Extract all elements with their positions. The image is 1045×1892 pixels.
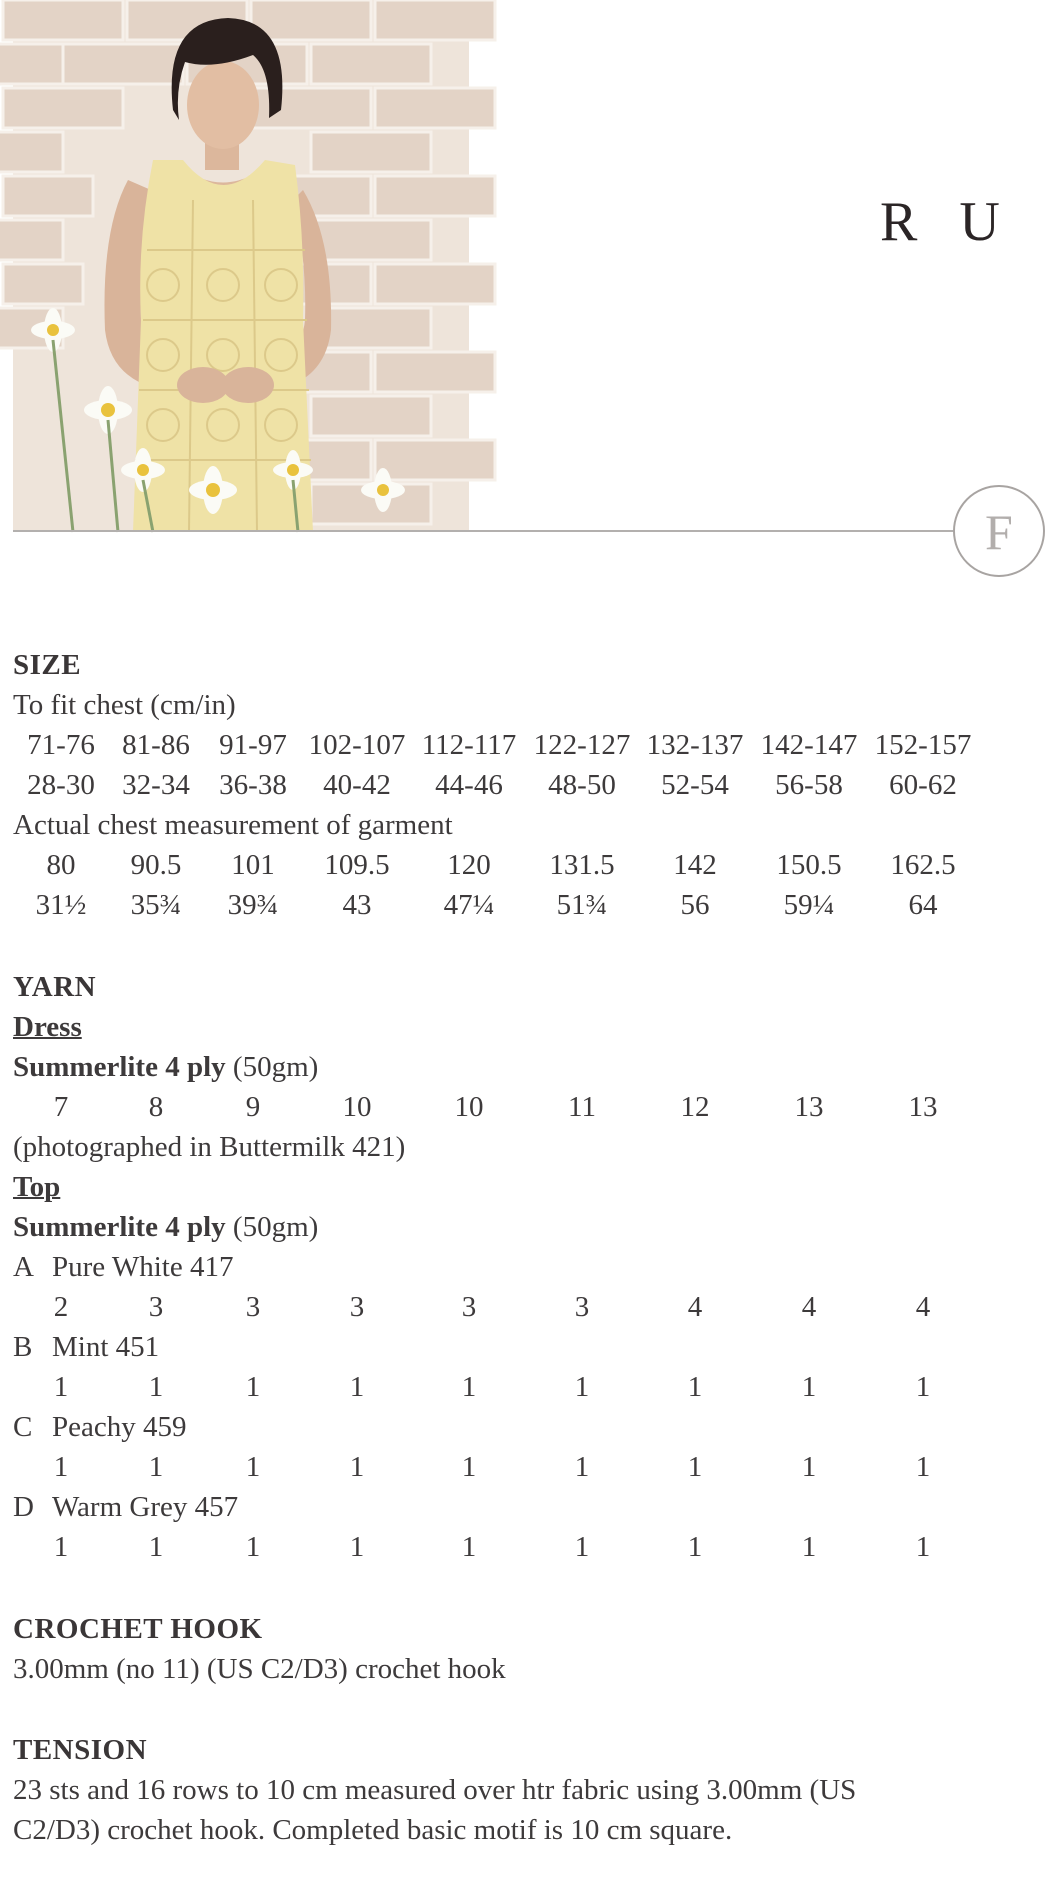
table-cell: 13 xyxy=(794,1091,824,1123)
table-cell: 1 xyxy=(915,1451,931,1483)
table-cell: 59¼ xyxy=(783,889,835,921)
colour-letter: D xyxy=(13,1491,34,1523)
hook-text: 3.00mm (no 11) (US C2/D3) crochet hook xyxy=(13,1653,506,1685)
table-cell: 1 xyxy=(148,1371,164,1403)
colour-d-quantities-row xyxy=(13,1530,993,1564)
table-cell: 120 xyxy=(447,849,491,881)
table-cell: 1 xyxy=(687,1371,703,1403)
size-heading: SIZE xyxy=(13,649,82,681)
colour-name: Mint 451 xyxy=(52,1331,160,1363)
table-cell: 11 xyxy=(568,1091,596,1123)
table-cell: 2 xyxy=(53,1291,69,1323)
photographed-note: (photographed in Buttermilk 421) xyxy=(13,1131,406,1163)
colour-name: Warm Grey 457 xyxy=(52,1491,239,1523)
table-cell: 48-50 xyxy=(548,769,616,801)
table-cell: 1 xyxy=(687,1451,703,1483)
table-cell: 1 xyxy=(461,1451,477,1483)
top-yarn-name: Summerlite 4 ply xyxy=(13,1211,226,1243)
table-cell: 1 xyxy=(53,1371,69,1403)
table-cell: 28-30 xyxy=(27,769,95,801)
table-cell: 64 xyxy=(908,889,938,921)
dress-yarn-line xyxy=(13,1050,318,1084)
actual-cm-row xyxy=(13,848,993,882)
table-cell: 44-46 xyxy=(435,769,503,801)
table-cell: 112-117 xyxy=(421,729,517,761)
pattern-title: R U xyxy=(880,191,1014,253)
table-cell: 4 xyxy=(687,1291,703,1323)
model-photo xyxy=(13,0,469,532)
table-cell: 101 xyxy=(231,849,275,881)
table-cell: 1 xyxy=(574,1531,590,1563)
colour-letter: B xyxy=(13,1331,33,1363)
table-cell: 1 xyxy=(801,1531,817,1563)
tension-text-line-2: C2/D3) crochet hook. Completed basic motif is 10 cm square. xyxy=(13,1814,733,1846)
actual-in-row xyxy=(13,888,993,922)
actual-chest-label: Actual chest measurement of garment xyxy=(13,809,453,841)
table-cell: 60-62 xyxy=(889,769,957,801)
table-cell: 142-147 xyxy=(760,729,858,761)
table-cell: 91-97 xyxy=(219,729,287,761)
table-cell: 90.5 xyxy=(130,849,182,881)
tension-heading: TENSION xyxy=(13,1734,148,1766)
table-cell: 8 xyxy=(148,1091,164,1123)
table-cell: 1 xyxy=(349,1531,365,1563)
table-cell: 122-127 xyxy=(533,729,631,761)
table-cell: 1 xyxy=(245,1371,261,1403)
table-cell: 1 xyxy=(915,1531,931,1563)
table-cell: 4 xyxy=(801,1291,817,1323)
colour-c-line xyxy=(13,1410,187,1444)
table-cell: 80 xyxy=(46,849,76,881)
table-cell: 3 xyxy=(148,1291,164,1323)
table-cell: 3 xyxy=(574,1291,590,1323)
table-cell: 4 xyxy=(915,1291,931,1323)
dress-quantities-row xyxy=(13,1090,993,1124)
table-cell: 13 xyxy=(908,1091,938,1123)
table-cell: 56-58 xyxy=(775,769,843,801)
table-cell: 47¼ xyxy=(443,889,495,921)
table-cell: 1 xyxy=(801,1371,817,1403)
table-cell: 1 xyxy=(53,1531,69,1563)
table-cell: 7 xyxy=(53,1091,69,1123)
dress-yarn-name: Summerlite 4 ply xyxy=(13,1051,226,1083)
circle-letter: F xyxy=(985,504,1013,560)
table-cell: 109.5 xyxy=(324,849,390,881)
tension-text-line-1: 23 sts and 16 rows to 10 cm measured over htr fabric using 3.00mm (US xyxy=(13,1774,857,1806)
table-cell: 10 xyxy=(342,1091,372,1123)
colour-letter: A xyxy=(13,1251,34,1283)
colour-b-quantities-row xyxy=(13,1370,993,1404)
colour-letter: C xyxy=(13,1411,33,1443)
top-yarn-line xyxy=(13,1210,318,1244)
colour-d-line xyxy=(13,1490,238,1524)
page-tab-circle xyxy=(953,485,1045,577)
table-cell: 1 xyxy=(574,1451,590,1483)
table-cell: 51¾ xyxy=(556,889,608,921)
colour-a-line xyxy=(13,1250,234,1284)
table-cell: 1 xyxy=(53,1451,69,1483)
table-cell: 1 xyxy=(349,1451,365,1483)
table-cell: 1 xyxy=(801,1451,817,1483)
table-cell: 3 xyxy=(245,1291,261,1323)
table-cell: 162.5 xyxy=(890,849,956,881)
table-cell: 132-137 xyxy=(646,729,744,761)
table-cell: 1 xyxy=(245,1451,261,1483)
table-cell: 9 xyxy=(245,1091,261,1123)
yarn-heading: YARN xyxy=(13,971,97,1003)
table-cell: 12 xyxy=(680,1091,710,1123)
table-cell: 1 xyxy=(915,1371,931,1403)
hook-heading: CROCHET HOOK xyxy=(13,1613,263,1645)
header-divider xyxy=(13,530,955,532)
table-cell: 52-54 xyxy=(661,769,729,801)
table-cell: 1 xyxy=(574,1371,590,1403)
table-cell: 1 xyxy=(245,1531,261,1563)
table-cell: 3 xyxy=(349,1291,365,1323)
table-cell: 1 xyxy=(687,1531,703,1563)
table-cell: 32-34 xyxy=(122,769,190,801)
to-fit-in-row xyxy=(13,768,993,802)
table-cell: 1 xyxy=(148,1531,164,1563)
table-cell: 71-76 xyxy=(27,729,95,761)
table-cell: 39¾ xyxy=(227,889,279,921)
table-cell: 36-38 xyxy=(219,769,287,801)
to-fit-label: To fit chest (cm/in) xyxy=(13,689,236,721)
colour-a-quantities-row xyxy=(13,1290,993,1324)
table-cell: 102-107 xyxy=(308,729,406,761)
table-cell: 35¾ xyxy=(130,889,182,921)
table-cell: 1 xyxy=(349,1371,365,1403)
table-cell: 10 xyxy=(454,1091,484,1123)
table-cell: 3 xyxy=(461,1291,477,1323)
table-cell: 31½ xyxy=(35,889,87,921)
table-cell: 152-157 xyxy=(874,729,972,761)
table-cell: 1 xyxy=(461,1531,477,1563)
dress-heading: Dress xyxy=(13,1011,82,1043)
colour-name: Pure White 417 xyxy=(52,1251,234,1283)
colour-c-quantities-row xyxy=(13,1450,993,1484)
colour-name: Peachy 459 xyxy=(52,1411,187,1443)
table-cell: 1 xyxy=(461,1371,477,1403)
table-cell: 1 xyxy=(148,1451,164,1483)
table-cell: 131.5 xyxy=(549,849,615,881)
top-heading: Top xyxy=(13,1171,61,1203)
table-cell: 56 xyxy=(680,889,710,921)
top-yarn-weight: (50gm) xyxy=(232,1211,319,1243)
table-cell: 81-86 xyxy=(122,729,190,761)
table-cell: 142 xyxy=(673,849,717,881)
table-cell: 40-42 xyxy=(323,769,391,801)
table-cell: 150.5 xyxy=(776,849,842,881)
to-fit-cm-row xyxy=(13,728,993,762)
colour-b-line xyxy=(13,1330,159,1364)
table-cell: 43 xyxy=(342,889,372,921)
dress-yarn-weight: (50gm) xyxy=(232,1051,319,1083)
